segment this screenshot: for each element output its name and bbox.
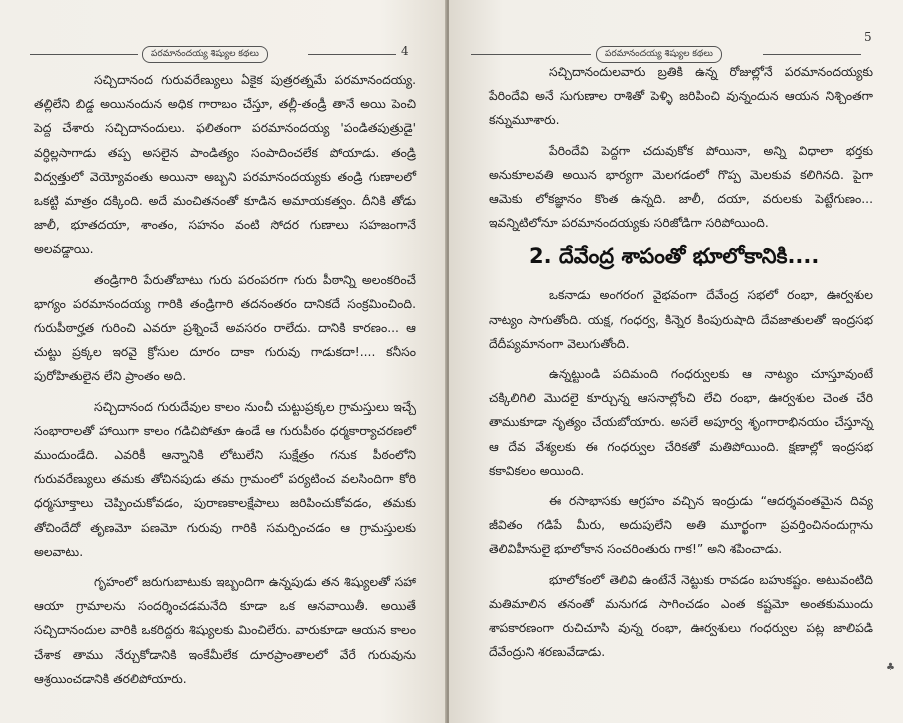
paragraph: ఈ రసాభాసకు ఆగ్రహం వచ్చిన ఇంద్రుడు “ఆదర్శవంతమైన దివ్య జీవితం గడిపే మీరు, అదుపులేని అతి మూర్ఖంగా ప్రవర్తించినందుగ్గాను తెలివిహీనులై భూలోకాన సంచరింతురు గాక!” అని శపించాడు. <box>489 494 873 557</box>
page-number: 4 <box>401 44 409 58</box>
header-rule-right <box>763 54 861 55</box>
paragraph: తండ్రిగారి పేరుతోబాటు గురు పరంపరగా గురు పీఠాన్ని అలంకరించే భాగ్యం పరమానందయ్య గారికి తండ్రిగారి తదనంతరం దానికదే సంక్రమించింది. గురుపీఠార్హత గురించి ఎవరూ ప్రశ్నించే అవసరం రాలేదు. దానికి కారణం... ఆ చుట్టు ప్రక్కల ఇరవై క్రోసుల దూరం దాకా గురువు గాడుకదా!.... కనీసం పురోహితులైన లేని ప్రాంతం అది. <box>34 272 416 384</box>
page-number: 5 <box>864 30 872 44</box>
right-page <box>449 0 903 723</box>
paragraph: సచ్చిదానంద గురుదేవుల కాలం నుంచీ చుట్టుప్రక్కల గ్రామస్తులు ఇచ్చే సంభారాలతో హాయిగా కాలం గడిచిపోతూ ఉండే ఆ గురుపీఠం ధర్మకార్యాచరణలో ముందుండేది. ఎవరికీ ఆన్నానికి లోటులేని సుక్షేత్రం గనుక పీఠంలోని గురువరేణ్యులు తమకు తోచినపుడు తమ గ్రామంలో పర్యటించ వలసిందిగా కోరి ధర్మసూక్తాలు చెప్పించుకోవడం, పురాణకాలక్షేపాలు జరిపించుకోవడం, తమకు తోచిందేదో తృణమో పణమో గురువు గారికి సమర్పించడం ఆ గ్రామస్తులకు అలవాటు. <box>34 399 416 559</box>
paragraph: ఒకనాడు అంగరంగ వైభవంగా దేవేంద్ర సభలో రంభా, ఊర్వశుల నాట్యం సాగుతోంది. యక్ష, గంధర్వ, కిన్నెర కింపురుషాది దేవజాతులతో ఇంద్రసభ దేదీప్యమానంగా వెలుగుతోంది. <box>489 288 873 351</box>
header-rule-left <box>30 54 138 55</box>
header-rule-right <box>308 54 396 55</box>
paragraph: గృహంలో జరుగుబాటుకు ఇబ్బందిగా ఉన్నపుడు తన శిష్యులతో సహా ఆయా గ్రామాలను సందర్శించడమనేది కూడా ఒక ఆనవాయితీ. అయితే సచ్చిదానందుల వారికి ఒకరిద్దరు శిష్యులకు మించిలేరు. వారుకూడా ఆయన కాలం చేశాక తాము నేర్చుకోడానికి ఇంకేమీలేక దూరప్రాంతాలలో వేరే గురువును ఆశ్రయించడానికి తరలిపోయారు. <box>34 575 416 686</box>
left-page <box>0 0 447 723</box>
header-rule-left <box>471 54 591 55</box>
running-title: పరమానందయ్య శిష్యుల కథలు <box>142 46 268 63</box>
right-page-body <box>489 60 873 670</box>
paragraph: పేరిందేవి పెద్దగా చదువుకోక పోయినా, అన్ని విధాలా భర్తకు అనుకూలవతి అయిన భార్యగా మెలగడంలో గొప్ప మెలకువ కలిగినది. పైగా ఆమెకు లోకజ్ఞానం కొంత ఉన్నది. జాలీ, దయా, వరులకు పెట్టేగుణం... ఇవన్నిటిలోనూ పరమానందయ్యకు సరిజోడిగా సరిపోయింది. <box>489 143 873 231</box>
ink-mark-icon: ♣ <box>886 662 895 673</box>
paragraph: సచ్చిదానందులవారు బ్రతికి ఉన్న రోజుల్లోనే పరమానందయ్యకు పేరిందేవి అనే సుగుణాల రాశితో పెళ్ళి జరిపించి వున్నందున ఆయన నిశ్చింతగా కన్నుమూశారు. <box>489 65 873 128</box>
paragraph: సచ్చిదానంద గురువరేణ్యులు ఏకైక పుత్రరత్నమే పరమానందయ్య. తల్లిలేని బిడ్డ అయినందున అధిక గారాబం చేస్తూ, తల్లీ-తండ్రీ తానే అయి పెంచి పెద్ద చేశారు సచ్చిదానందులు. ఫలితంగా పరమానందయ్య 'పండితపుత్రుడై' వర్ధిల్లసాగాడు తప్ప అసలైన పాండిత్యం సంపాదించలేక పోయాడు. తండ్రి విద్వత్తులో వెయ్యోవంతు అయినా అబ్బని పరమానందయ్యకు తండ్రి గుణాలలో ఒకట్టి మాత్రం దక్కింది. అదే మంచితనంతో కూడిన అమాయకత్వం. దీనికి తోడు జాలీ, భూతదయా, శాంతం, సహనం వంటి సోదర గుణాలు సహజంగానే అలవడ్డాయి. <box>34 73 416 257</box>
paragraph: భూలోకంలో తెలివి ఉంటేనే నెట్టుకు రావడం బహుకష్టం. అటువంటిది మతిమాలిన తనంతో మనుగడ సాగించడం ఎంత కష్టమో అంతకుముందు శాపకారణంగా రుచిచూసి వున్న రంభా, ఊర్వశులు గంధర్వుల పట్ల జాలిపడి దేవేంద్రుని శరణువేడాడు. <box>489 572 873 660</box>
running-title: పరమానందయ్య శిష్యుల కథలు <box>596 46 722 63</box>
paragraph: ఉన్నట్టుండి పదిమంది గంధర్వులకు ఆ నాట్యం చూస్తూవుంటే చక్కిలిగిలి మొదలై కూర్చున్న ఆసనాల్లోంచి లేచి రంభా, ఊర్వశుల చెంత చేరి తాముకూడా నృత్యం చేయబోయారు. అసలే అపూర్వ శృంగారాభినయం చేస్తూన్న ఆ దేవ వేశ్యలకు ఈ గంధర్వుల చేరికతో మతిపోయింది. క్షణాల్లో ఇంద్రసభ కకావికలం అయింది. <box>489 367 873 478</box>
left-page-body <box>34 68 416 697</box>
left-page-header <box>30 44 415 64</box>
chapter-heading: 2. దేవేంద్ర శాపంతో భూలోకానికి.... <box>529 244 820 269</box>
